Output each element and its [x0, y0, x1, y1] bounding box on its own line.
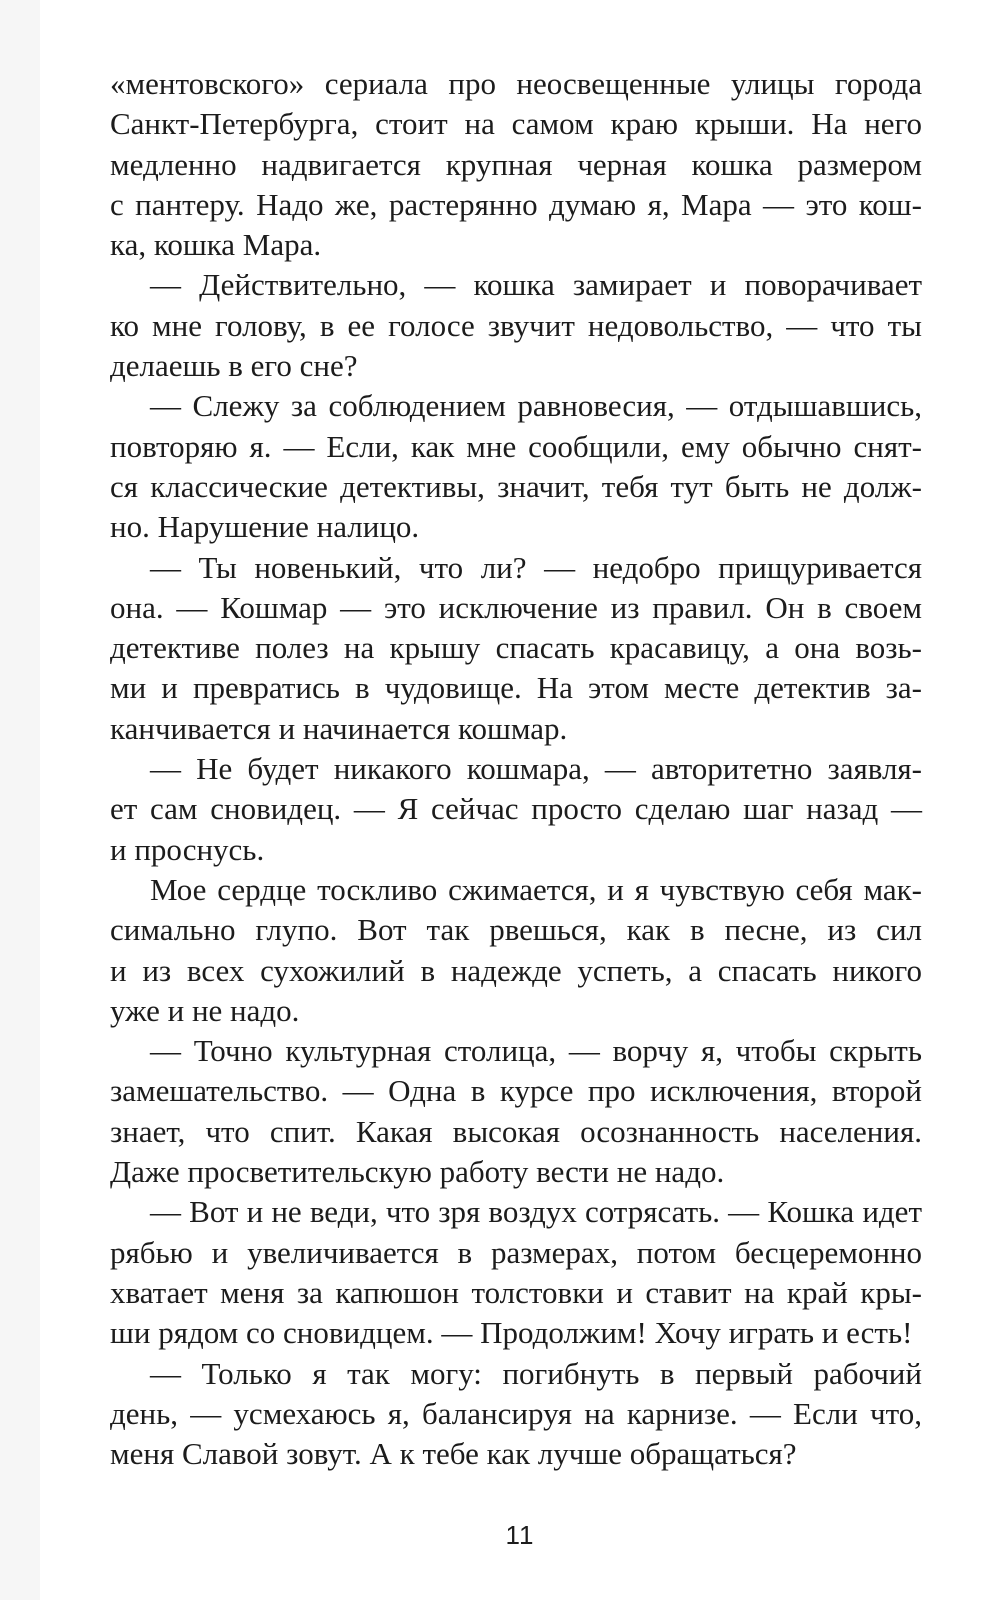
text-line: меня Славой зовут. А к тебе как лучше обращаться?: [110, 1436, 797, 1472]
text-line: — Только я так могу: погибнуть в первый рабочий: [150, 1355, 922, 1391]
text-line: рябью и увеличивается в размерах, потом бесцеремонно: [110, 1234, 922, 1270]
text-line: с пантеру. Надо же, растерянно думаю я, Мара — это кош-: [110, 186, 922, 222]
text-line: детективе полез на крышу спасать красавицу, а она возь-: [110, 630, 922, 666]
text-line: день, — усмехаюсь я, балансируя на карнизе. — Если что,: [110, 1395, 922, 1431]
text-line: Санкт-Петербурга, стоит на самом краю крыши. На него: [110, 106, 922, 142]
text-line: симально глупо. Вот так рвешься, как в песне, из сил: [110, 912, 922, 948]
text-line: ся классические детективы, значит, тебя тут быть не долж-: [110, 468, 922, 504]
text-line: — Действительно, — кошка замирает и поворачивает: [150, 267, 922, 303]
book-page: [40, 0, 1000, 1600]
body-text: [110, 64, 922, 1474]
text-line: повторяю я. — Если, как мне сообщили, ему обычно снят-: [110, 428, 922, 464]
text-line: ка, кошка Мара.: [110, 227, 322, 263]
page-number: 11: [505, 1520, 535, 1550]
text-line: — Не будет никакого кошмара, — авторитетно заявля-: [150, 751, 922, 787]
text-line: «ментовского» сериала про неосвещенные улицы города: [110, 66, 922, 101]
text-line: канчивается и начинается кошмар.: [110, 710, 568, 746]
text-line: Мое сердце тоскливо сжимается, и я чувствую себя мак-: [150, 871, 922, 907]
text-line: знает, что спит. Какая высокая осознанность населения.: [110, 1113, 922, 1149]
text-line: ми и превратись в чудовище. На этом месте детектив за-: [110, 670, 922, 706]
text-line: ко мне голову, в ее голосе звучит недовольство, — что ты: [110, 307, 922, 343]
text-line: ет сам сновидец. — Я сейчас просто сделаю шаг назад —: [110, 791, 922, 827]
text-line: ши рядом со сновидцем. — Продолжим! Хочу играть и есть!: [110, 1315, 913, 1351]
text-line: — Ты новенький, что ли? — недобро прищуривается: [150, 549, 922, 585]
text-line: — Слежу за соблюдением равновесия, — отдышавшись,: [150, 388, 922, 424]
text-line: но. Нарушение налицо.: [110, 509, 420, 545]
text-line: уже и не надо.: [110, 992, 300, 1028]
text-line: и из всех сухожилий в надежде успеть, а спасать никого: [110, 952, 922, 988]
text-line: — Вот и не веди, что зря воздух сотрясать. — Кошка идет: [150, 1194, 922, 1230]
text-line: замешательство. — Одна в курсе про исключения, второй: [110, 1073, 922, 1109]
text-line: — Точно культурная столица, — ворчу я, чтобы скрыть: [150, 1033, 922, 1069]
text-line: делаешь в его сне?: [110, 348, 358, 384]
text-line: медленно надвигается крупная черная кошка размером: [110, 146, 922, 182]
text-line: и проснусь.: [110, 831, 265, 867]
text-line: хватает меня за капюшон толстовки и ставит на край кры-: [110, 1274, 922, 1310]
text-line: Даже просветительскую работу вести не надо.: [110, 1154, 725, 1190]
page-margin-shadow: [0, 0, 40, 1600]
text-line: она. — Кошмар — это исключение из правил. Он в своем: [110, 589, 922, 625]
